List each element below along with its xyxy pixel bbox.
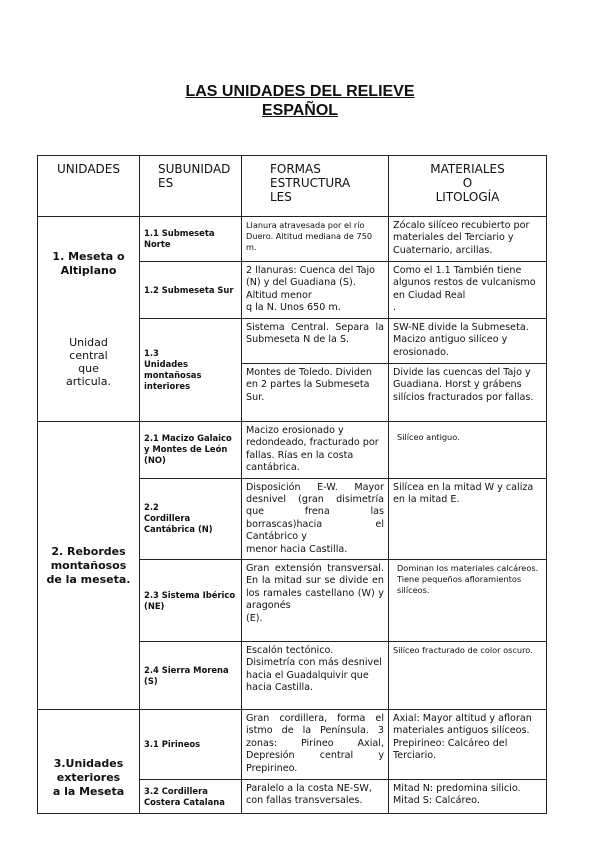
material-cell: Zócalo silíceo recubierto por materiales del Terciario y Cuaternario, arcillas. <box>389 217 547 262</box>
header-formas: FORMAS ESTRUCTURA LES <box>242 156 389 217</box>
forma-cell: Llanura atravesada por el río Duero. Altitud mediana de 750 m. <box>242 217 389 262</box>
forma-cell: Escalón tectónico. Disimetría con más desnivel hacia el Guadalquivir que hacia Castilla. <box>242 642 389 710</box>
header-materiales: MATERIALES O LITOLOGÍA <box>389 156 547 217</box>
subunit-cell: 2.4 Sierra Morena (S) <box>140 642 242 710</box>
title-line-2: ESPAÑOL <box>261 102 339 119</box>
forma-cell: Disposición E-W. Mayor desnivel (gran disimetría que frena las borrascas)hacia el Cantábrico y menor hacia Castilla. <box>242 478 389 559</box>
material-cell: Divide las cuencas del Tajo y Guadiana. Horst y grábens silícios fracturados por fallas. <box>389 364 547 422</box>
header-row <box>38 156 547 217</box>
material-cell: SW-NE divide la Submeseta. Macizo antiguo silíceo y erosionado. <box>389 319 547 364</box>
material-cell: Silícea en la mitad W y caliza en la mitad E. <box>389 478 547 559</box>
material-cell: Silíceo fracturado de color oscuro. <box>389 642 547 710</box>
subunit-cell: 3.2 Cordillera Costera Catalana <box>140 780 242 814</box>
subunit-cell: 2.1 Macizo Galaico y Montes de León (NO) <box>140 422 242 479</box>
material-cell: Como el 1.1 También tiene algunos restos de vulcanismo en Ciudad Real . <box>389 262 547 319</box>
forma-cell: Gran cordillera, forma el istmo de la Península. 3 zonas: Pirineo Axial, Depresión central y Prepirineo. <box>242 710 389 780</box>
table-row <box>38 422 547 479</box>
forma-cell: Montes de Toledo. Dividen en 2 partes la Submeseta Sur. <box>242 364 389 422</box>
forma-cell: Sistema Central. Separa la Submeseta N de la S. <box>242 319 389 364</box>
subunit-cell: 1.1 Submeseta Norte <box>140 217 242 262</box>
subunit-cell: 3.1 Pirineos <box>140 710 242 780</box>
subunit-cell: 1.3 Unidades montañosas interiores <box>140 319 242 422</box>
material-cell: Silíceo antiguo. <box>389 422 547 479</box>
relief-table <box>37 155 547 814</box>
header-unidades: UNIDADES <box>38 156 140 217</box>
unit-label: 3.Unidades exteriores a la Meseta <box>52 757 125 799</box>
material-cell: Dominan los materiales calcáreos. Tiene pequeños afloramientos silíceos. <box>389 560 547 642</box>
subunit-cell: 1.2 Submeseta Sur <box>140 262 242 319</box>
forma-cell: Gran extensión transversal. En la mitad sur se divide en los ramales castellano (W) y aragonés (E). <box>242 560 389 642</box>
table-row <box>38 217 547 262</box>
subunit-cell: 2.2 Cordillera Cantábrica (N) <box>140 478 242 559</box>
table-row <box>38 710 547 780</box>
subunit-cell: 2.3 Sistema Ibérico (NE) <box>140 560 242 642</box>
unit-note: Unidad central que articula. <box>66 336 111 388</box>
unit-cell-meseta <box>38 217 140 422</box>
unit-cell-rebordes <box>38 422 140 710</box>
unit-cell-exteriores <box>38 710 140 814</box>
material-cell: Axial: Mayor altitud y afloran materiales antiguos silíceos. Prepirineo: Calcáreo del Terciario. <box>389 710 547 780</box>
title-line-1: LAS UNIDADES DEL RELIEVE <box>185 83 415 100</box>
material-cell: Mitad N: predomina silicio. Mitad S: Calcáreo. <box>389 780 547 814</box>
header-subunidades: SUBUNIDAD ES <box>140 156 242 217</box>
forma-cell: 2 llanuras: Cuenca del Tajo (N) y del Guadiana (S). Altitud menor q la N. Unos 650 m. <box>242 262 389 319</box>
unit-label: 2. Rebordes montañosos de la meseta. <box>46 544 131 586</box>
page-title <box>0 82 600 120</box>
forma-cell: Macizo erosionado y redondeado, fracturado por fallas. Rías en la costa cantábrica. <box>242 422 389 479</box>
forma-cell: Paralelo a la costa NE-SW, con fallas transversales. <box>242 780 389 814</box>
unit-label: 1. Meseta o Altiplano <box>52 250 125 277</box>
